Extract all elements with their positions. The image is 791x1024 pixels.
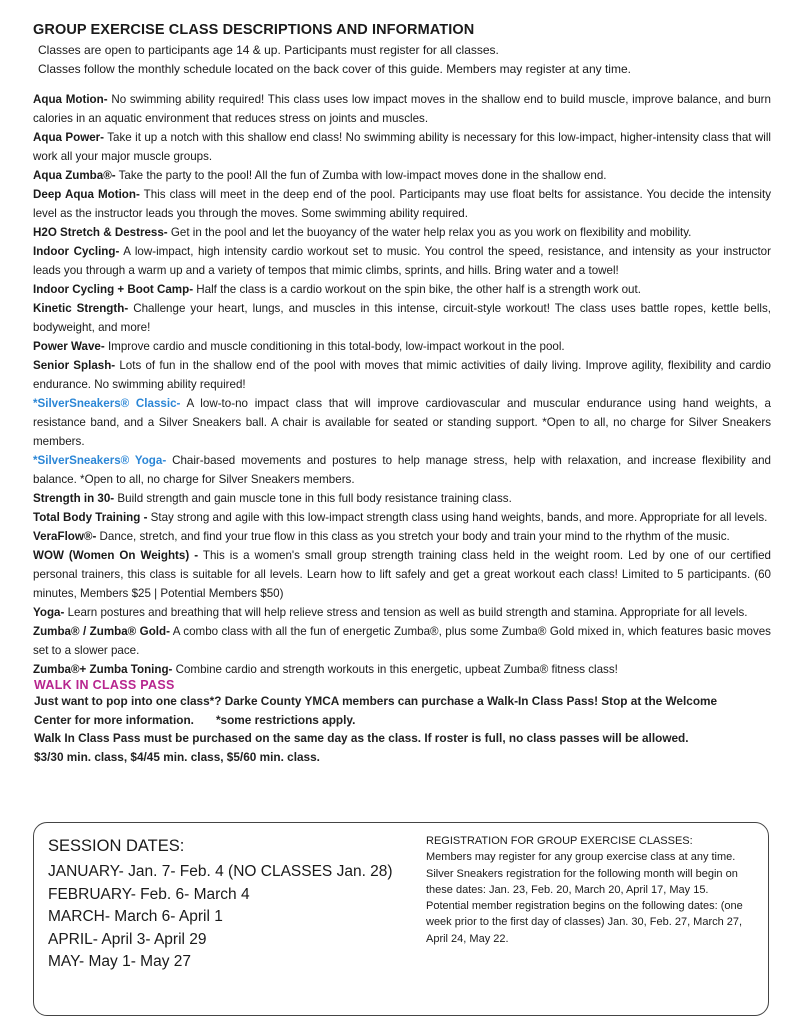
registration-title: REGISTRATION FOR GROUP EXERCISE CLASSES: [426,835,693,847]
class-descriptions-page [33,22,771,766]
session-dates [48,835,418,974]
class-description: Dance, stretch, and find your true flow in this class as you stretch your body and train your mind to the rhythm of the music. [96,530,730,543]
class-entry [33,128,771,166]
class-description: Lots of fun in the shallow end of the pool with moves that mimic activities of daily living. Improve agility, flexibility and cardio endurance. No swimming ability required! [33,359,771,391]
class-name: Senior Splash- [33,359,116,372]
class-entry [33,223,771,242]
class-description: No swimming ability required! This class uses low impact moves in the shallow end to build muscle, improve balance, and burn calories in an aquatic environment that reduces stress on joints and muscles. [33,93,771,125]
class-description: A low-to-no impact class that will improve cardiovascular and muscular endurance using hand weights, a resistance band, and a Silver Sneakers ball. A chair is available for seated or standing support. *Open to all, no charge for Silver Sneakers members. [33,397,771,448]
class-entry [33,527,771,546]
class-description: Take the party to the pool! All the fun of Zumba with low-impact moves done in the shallow end. [115,169,607,182]
class-entry [33,299,771,337]
class-entry [33,166,771,185]
session-line: FEBRUARY- Feb. 6- March 4 [48,885,250,903]
class-entry [33,394,771,451]
class-entry [33,185,771,223]
class-entry [33,660,771,679]
class-description: This class will meet in the deep end of the pool. Participants may use float belts for assistance. You decide the intensity level as the instructor leads you through the moves. Some swimming ability required. [33,188,771,220]
class-description: This is a women's small group strength training class held in the weight room. Led by one of our certified personal trainers, this class is suitable for all levels. Learn how to lift safely and get a great workout each class! Limited to 5 participants. (60 minutes, Members $25 | Potential Members $50) [33,549,771,600]
registration-info [426,833,756,947]
registration-silver-sneakers: Silver Sneakers registration for the following month will begin on these dates: Jan. 23, Feb. 20, March 20, April 17, May 15. [426,867,738,896]
class-description: Take it up a notch with this shallow end class! No swimming ability is necessary for this low-impact, higher-intensity class that will work all your major muscle groups. [33,131,771,163]
class-entry [33,337,771,356]
class-name: *SilverSneakers® Yoga- [33,454,167,467]
class-name: Deep Aqua Motion- [33,188,140,201]
registration-potential: Potential member registration begins on the following dates: (one week prior to the first day of classes) Jan. 30, Feb. 27, March 27, April 24, May 22. [426,900,743,945]
class-entry [33,622,771,660]
session-line: APRIL- April 3- April 29 [48,930,207,948]
class-name: H2O Stretch & Destress- [33,226,168,239]
class-entry [33,280,771,299]
class-entry [33,90,771,128]
class-entry [33,242,771,280]
class-name: Zumba® / Zumba® Gold- [33,625,170,638]
walk-in-text: Walk In Class Pass must be purchased on the same day as the class. If roster is full, no class passes will be allowed. [34,731,689,745]
session-line: JANUARY- Jan. 7- Feb. 4 (NO CLASSES Jan. 28) [48,863,393,880]
walk-in-text [34,711,771,730]
class-description: Half the class is a cardio workout on the spin bike, the other half is a strength work out. [193,283,641,296]
intro-text [33,41,771,79]
class-name: Aqua Motion- [33,93,108,106]
class-name: Aqua Zumba®- [33,169,116,182]
class-description: Challenge your heart, lungs, and muscles in this intense, circuit-style workout! The class uses battle ropes, kettle bells, bodyweight, and more! [33,302,771,334]
class-name: Strength in 30- [33,492,115,505]
class-description: Improve cardio and muscle conditioning in this total-body, low-impact workout in the pool. [104,340,565,353]
class-name: Aqua Power- [33,131,105,144]
class-entry [33,489,771,508]
session-line: MARCH- March 6- April 1 [48,908,223,925]
session-dates-title: SESSION DATES: [48,837,185,855]
intro-line: Classes follow the monthly schedule located on the back cover of this guide. Members may register at any time. [38,62,631,76]
class-description: Combine cardio and strength workouts in this energetic, upbeat Zumba® fitness class! [172,663,618,676]
class-entry [33,546,771,603]
session-line: MAY- May 1- May 27 [48,953,191,970]
class-name: Total Body Training - [33,511,148,524]
class-list [33,90,771,679]
class-name: Zumba®+ Zumba Toning- [33,663,173,676]
class-entry [33,603,771,622]
class-name: *SilverSneakers® Classic- [33,397,181,410]
class-description: Chair-based movements and postures to help manage stress, help with relaxation, and increase flexibility and balance. *Open to all, no charge for Silver Sneakers members. [33,454,771,486]
class-name: Kinetic Strength- [33,302,129,315]
class-description: A low-impact, high intensity cardio workout set to music. You control the speed, resistance, and intensity as your instructor leads you through a warm up and a variety of tempos that mimic climbs, sprints, and hills. Bring water and a towel! [33,245,771,277]
class-name: WOW (Women On Weights) - [33,549,199,562]
walk-in-center: Center for more information. [34,712,194,727]
class-description: Get in the pool and let the buoyancy of the water help relax you as you work on flexibility and mobility. [167,226,692,239]
class-description: Build strength and gain muscle tone in this full body resistance training class. [114,492,512,505]
class-entry [33,451,771,489]
class-name: Power Wave- [33,340,105,353]
registration-members: Members may register for any group exercise class at any time. [426,851,736,864]
page-title: GROUP EXERCISE CLASS DESCRIPTIONS AND INFORMATION [33,22,475,38]
class-name: Indoor Cycling + Boot Camp- [33,283,194,296]
class-name: VeraFlow®- [33,530,97,543]
restrictions-note: *some restrictions apply. [215,712,356,727]
session-info-box [33,822,769,1016]
class-name: Indoor Cycling- [33,245,120,258]
class-description: Learn postures and breathing that will help relieve stress and tension as well as build strength and stamina. Appropriate for all levels. [64,606,748,619]
class-description: A combo class with all the fun of energetic Zumba®, plus some Zumba® Gold mixed in, which features basic moves set to a slower pace. [33,625,771,657]
walk-in-section [33,679,771,766]
class-name: Yoga- [33,606,65,619]
walk-in-prices: $3/30 min. class, $4/45 min. class, $5/60 min. class. [34,749,320,764]
class-description: Stay strong and agile with this low-impact strength class using hand weights, bands, and more. Appropriate for all levels. [147,511,768,524]
class-entry [33,508,771,527]
class-entry [33,356,771,394]
walk-in-title: WALK IN CLASS PASS [34,678,175,692]
intro-line: Classes are open to participants age 14 & up. Participants must register for all classes. [38,43,499,57]
walk-in-text: Just want to pop into one class*? Darke County YMCA members can purchase a Walk-In Class Pass! Stop at the Welcome [34,694,718,708]
